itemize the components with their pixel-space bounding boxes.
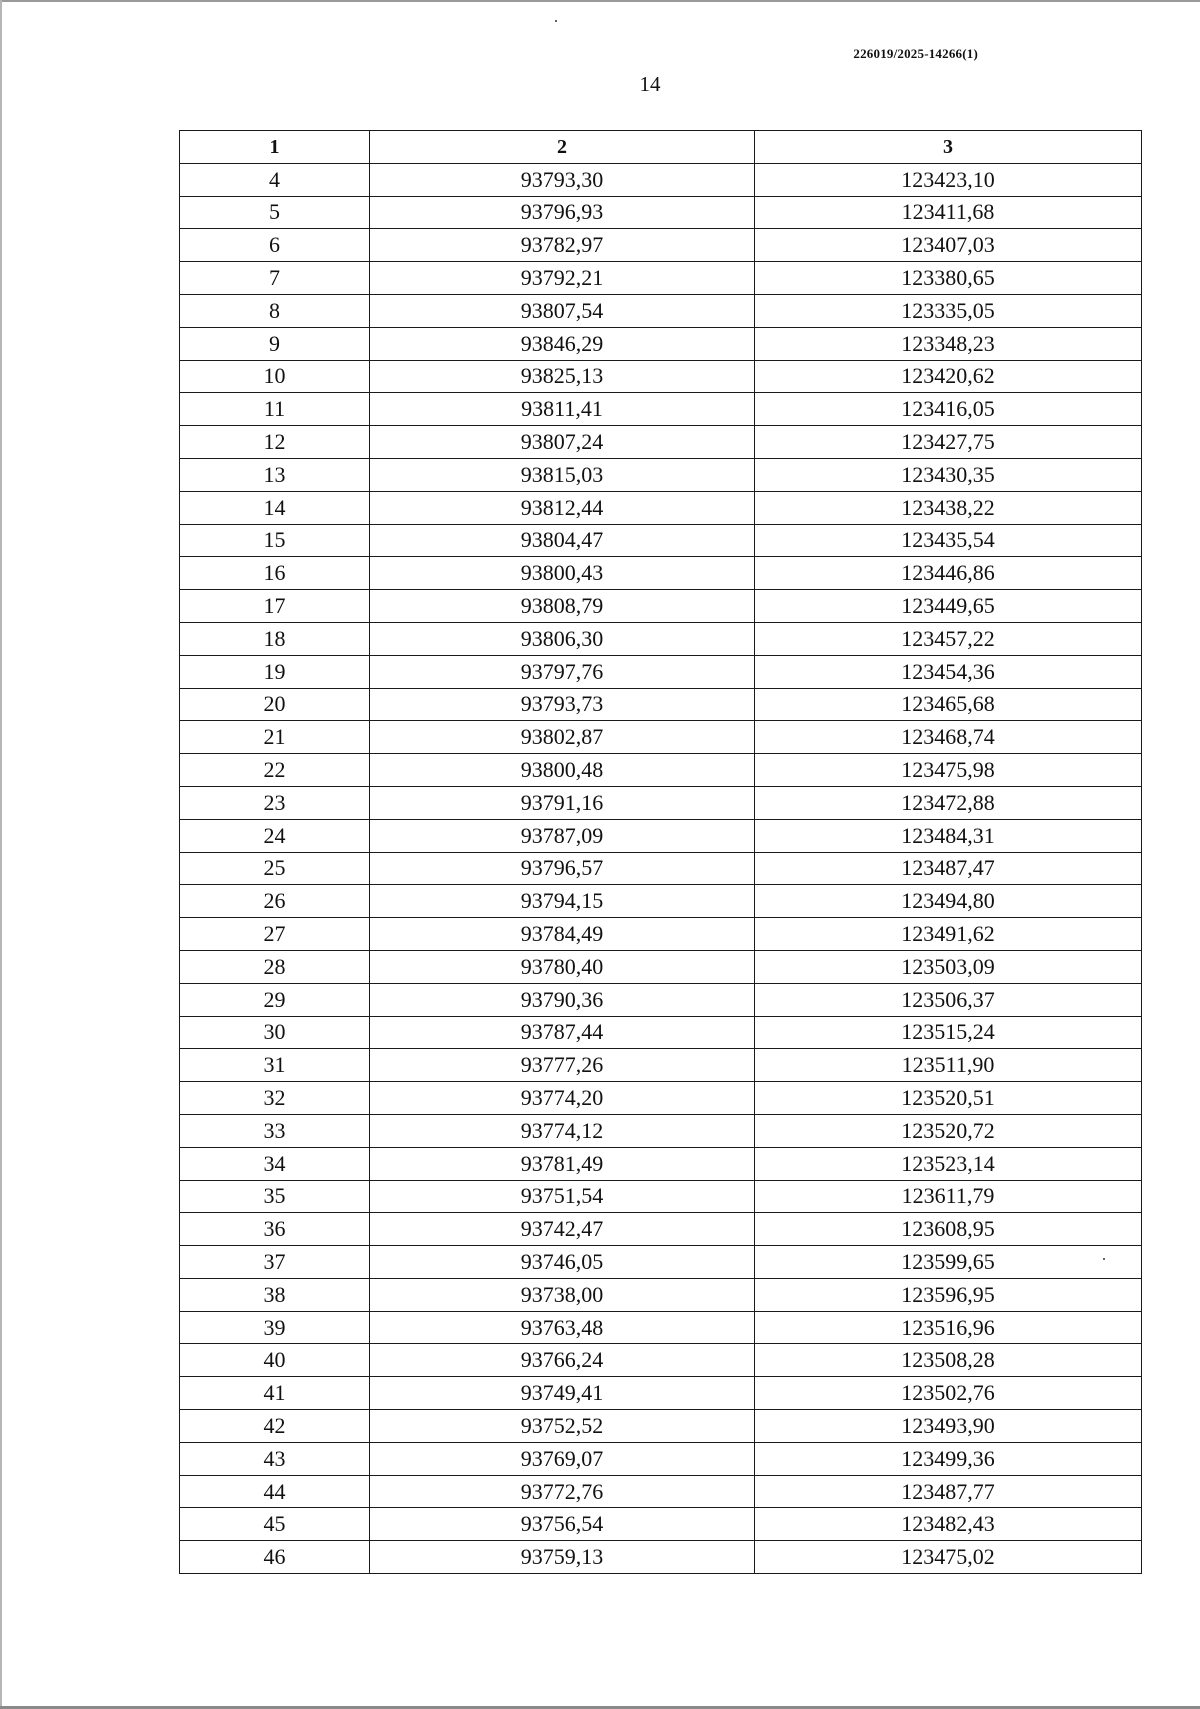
column-header: 3 bbox=[755, 131, 1142, 164]
y-coordinate-cell: 123475,02 bbox=[755, 1541, 1142, 1574]
y-coordinate-cell: 123465,68 bbox=[755, 688, 1142, 721]
x-coordinate-cell: 93811,41 bbox=[370, 393, 755, 426]
table-row bbox=[180, 557, 1142, 590]
point-number-cell: 25 bbox=[180, 852, 370, 885]
y-coordinate-cell: 123596,95 bbox=[755, 1278, 1142, 1311]
table-row bbox=[180, 524, 1142, 557]
x-coordinate-cell: 93793,30 bbox=[370, 163, 755, 196]
x-coordinate-cell: 93797,76 bbox=[370, 655, 755, 688]
y-coordinate-cell: 123608,95 bbox=[755, 1213, 1142, 1246]
point-number-cell: 41 bbox=[180, 1377, 370, 1410]
table-row bbox=[180, 655, 1142, 688]
y-coordinate-cell: 123487,47 bbox=[755, 852, 1142, 885]
y-coordinate-cell: 123430,35 bbox=[755, 458, 1142, 491]
point-number-cell: 26 bbox=[180, 885, 370, 918]
table-row bbox=[180, 819, 1142, 852]
x-coordinate-cell: 93769,07 bbox=[370, 1442, 755, 1475]
y-coordinate-cell: 123523,14 bbox=[755, 1147, 1142, 1180]
y-coordinate-cell: 123484,31 bbox=[755, 819, 1142, 852]
point-number-cell: 42 bbox=[180, 1410, 370, 1443]
point-number-cell: 9 bbox=[180, 327, 370, 360]
y-coordinate-cell: 123516,96 bbox=[755, 1311, 1142, 1344]
point-number-cell: 20 bbox=[180, 688, 370, 721]
x-coordinate-cell: 93794,15 bbox=[370, 885, 755, 918]
point-number-cell: 40 bbox=[180, 1344, 370, 1377]
x-coordinate-cell: 93742,47 bbox=[370, 1213, 755, 1246]
table-row bbox=[180, 393, 1142, 426]
point-number-cell: 11 bbox=[180, 393, 370, 426]
y-coordinate-cell: 123446,86 bbox=[755, 557, 1142, 590]
table-row bbox=[180, 1213, 1142, 1246]
x-coordinate-cell: 93806,30 bbox=[370, 622, 755, 655]
point-number-cell: 14 bbox=[180, 491, 370, 524]
table-row bbox=[180, 491, 1142, 524]
table-row bbox=[180, 1180, 1142, 1213]
table-row bbox=[180, 1475, 1142, 1508]
document-number: 226019/2025-14266(1) bbox=[853, 46, 978, 61]
x-coordinate-cell: 93772,76 bbox=[370, 1475, 755, 1508]
y-coordinate-cell: 123611,79 bbox=[755, 1180, 1142, 1213]
table-row bbox=[180, 1278, 1142, 1311]
x-coordinate-cell: 93787,44 bbox=[370, 1016, 755, 1049]
table-row bbox=[180, 327, 1142, 360]
y-coordinate-cell: 123407,03 bbox=[755, 229, 1142, 262]
table-row bbox=[180, 786, 1142, 819]
table-row bbox=[180, 196, 1142, 229]
table-row bbox=[180, 1114, 1142, 1147]
scan-speck bbox=[555, 20, 557, 22]
x-coordinate-cell: 93793,73 bbox=[370, 688, 755, 721]
point-number-cell: 30 bbox=[180, 1016, 370, 1049]
point-number-cell: 37 bbox=[180, 1246, 370, 1279]
y-coordinate-cell: 123380,65 bbox=[755, 262, 1142, 295]
table-row bbox=[180, 622, 1142, 655]
y-coordinate-cell: 123416,05 bbox=[755, 393, 1142, 426]
table-row bbox=[180, 688, 1142, 721]
y-coordinate-cell: 123482,43 bbox=[755, 1508, 1142, 1541]
table-row bbox=[180, 918, 1142, 951]
point-number-cell: 12 bbox=[180, 426, 370, 459]
point-number-cell: 29 bbox=[180, 983, 370, 1016]
table-row bbox=[180, 458, 1142, 491]
point-number-cell: 23 bbox=[180, 786, 370, 819]
y-coordinate-cell: 123503,09 bbox=[755, 950, 1142, 983]
y-coordinate-cell: 123411,68 bbox=[755, 196, 1142, 229]
point-number-cell: 16 bbox=[180, 557, 370, 590]
point-number-cell: 31 bbox=[180, 1049, 370, 1082]
table-row bbox=[180, 1377, 1142, 1410]
table-row bbox=[180, 1344, 1142, 1377]
y-coordinate-cell: 123348,23 bbox=[755, 327, 1142, 360]
point-number-cell: 43 bbox=[180, 1442, 370, 1475]
table-row bbox=[180, 1082, 1142, 1115]
x-coordinate-cell: 93766,24 bbox=[370, 1344, 755, 1377]
table-body bbox=[180, 163, 1142, 1573]
y-coordinate-cell: 123435,54 bbox=[755, 524, 1142, 557]
point-number-cell: 46 bbox=[180, 1541, 370, 1574]
table-row bbox=[180, 1049, 1142, 1082]
point-number-cell: 5 bbox=[180, 196, 370, 229]
x-coordinate-cell: 93784,49 bbox=[370, 918, 755, 951]
x-coordinate-cell: 93800,48 bbox=[370, 754, 755, 787]
y-coordinate-cell: 123502,76 bbox=[755, 1377, 1142, 1410]
point-number-cell: 8 bbox=[180, 294, 370, 327]
x-coordinate-cell: 93787,09 bbox=[370, 819, 755, 852]
x-coordinate-cell: 93738,00 bbox=[370, 1278, 755, 1311]
point-number-cell: 21 bbox=[180, 721, 370, 754]
y-coordinate-cell: 123494,80 bbox=[755, 885, 1142, 918]
y-coordinate-cell: 123475,98 bbox=[755, 754, 1142, 787]
table-row bbox=[180, 1246, 1142, 1279]
table-header-row bbox=[180, 131, 1142, 164]
y-coordinate-cell: 123487,77 bbox=[755, 1475, 1142, 1508]
y-coordinate-cell: 123508,28 bbox=[755, 1344, 1142, 1377]
y-coordinate-cell: 123438,22 bbox=[755, 491, 1142, 524]
x-coordinate-cell: 93792,21 bbox=[370, 262, 755, 295]
point-number-cell: 39 bbox=[180, 1311, 370, 1344]
x-coordinate-cell: 93802,87 bbox=[370, 721, 755, 754]
coordinates-table bbox=[179, 130, 1142, 1574]
point-number-cell: 17 bbox=[180, 590, 370, 623]
x-coordinate-cell: 93749,41 bbox=[370, 1377, 755, 1410]
x-coordinate-cell: 93791,16 bbox=[370, 786, 755, 819]
table-row bbox=[180, 721, 1142, 754]
point-number-cell: 10 bbox=[180, 360, 370, 393]
page-number: 14 bbox=[639, 72, 661, 96]
x-coordinate-cell: 93796,93 bbox=[370, 196, 755, 229]
x-coordinate-cell: 93807,24 bbox=[370, 426, 755, 459]
point-number-cell: 19 bbox=[180, 655, 370, 688]
table-row bbox=[180, 229, 1142, 262]
y-coordinate-cell: 123468,74 bbox=[755, 721, 1142, 754]
x-coordinate-cell: 93846,29 bbox=[370, 327, 755, 360]
y-coordinate-cell: 123335,05 bbox=[755, 294, 1142, 327]
point-number-cell: 38 bbox=[180, 1278, 370, 1311]
column-header: 1 bbox=[180, 131, 370, 164]
point-number-cell: 7 bbox=[180, 262, 370, 295]
scan-edge-left bbox=[0, 0, 2, 1709]
x-coordinate-cell: 93782,97 bbox=[370, 229, 755, 262]
point-number-cell: 35 bbox=[180, 1180, 370, 1213]
point-number-cell: 44 bbox=[180, 1475, 370, 1508]
table-row bbox=[180, 983, 1142, 1016]
point-number-cell: 13 bbox=[180, 458, 370, 491]
point-number-cell: 15 bbox=[180, 524, 370, 557]
x-coordinate-cell: 93807,54 bbox=[370, 294, 755, 327]
y-coordinate-cell: 123472,88 bbox=[755, 786, 1142, 819]
table-row bbox=[180, 1147, 1142, 1180]
y-coordinate-cell: 123423,10 bbox=[755, 163, 1142, 196]
table-row bbox=[180, 1016, 1142, 1049]
table-row bbox=[180, 1508, 1142, 1541]
table-row bbox=[180, 852, 1142, 885]
x-coordinate-cell: 93774,12 bbox=[370, 1114, 755, 1147]
table-row bbox=[180, 950, 1142, 983]
table-row bbox=[180, 163, 1142, 196]
y-coordinate-cell: 123506,37 bbox=[755, 983, 1142, 1016]
point-number-cell: 18 bbox=[180, 622, 370, 655]
y-coordinate-cell: 123515,24 bbox=[755, 1016, 1142, 1049]
x-coordinate-cell: 93812,44 bbox=[370, 491, 755, 524]
x-coordinate-cell: 93759,13 bbox=[370, 1541, 755, 1574]
point-number-cell: 33 bbox=[180, 1114, 370, 1147]
x-coordinate-cell: 93751,54 bbox=[370, 1180, 755, 1213]
table-row bbox=[180, 294, 1142, 327]
x-coordinate-cell: 93800,43 bbox=[370, 557, 755, 590]
x-coordinate-cell: 93796,57 bbox=[370, 852, 755, 885]
x-coordinate-cell: 93825,13 bbox=[370, 360, 755, 393]
x-coordinate-cell: 93756,54 bbox=[370, 1508, 755, 1541]
table-row bbox=[180, 262, 1142, 295]
table-row bbox=[180, 590, 1142, 623]
x-coordinate-cell: 93815,03 bbox=[370, 458, 755, 491]
y-coordinate-cell: 123427,75 bbox=[755, 426, 1142, 459]
table-row bbox=[180, 426, 1142, 459]
table-row bbox=[180, 1410, 1142, 1443]
point-number-cell: 27 bbox=[180, 918, 370, 951]
table-row bbox=[180, 1442, 1142, 1475]
column-header: 2 bbox=[370, 131, 755, 164]
table-row bbox=[180, 360, 1142, 393]
point-number-cell: 6 bbox=[180, 229, 370, 262]
x-coordinate-cell: 93752,52 bbox=[370, 1410, 755, 1443]
x-coordinate-cell: 93746,05 bbox=[370, 1246, 755, 1279]
y-coordinate-cell: 123449,65 bbox=[755, 590, 1142, 623]
y-coordinate-cell: 123420,62 bbox=[755, 360, 1142, 393]
x-coordinate-cell: 93777,26 bbox=[370, 1049, 755, 1082]
x-coordinate-cell: 93763,48 bbox=[370, 1311, 755, 1344]
table-row bbox=[180, 1541, 1142, 1574]
y-coordinate-cell: 123520,72 bbox=[755, 1114, 1142, 1147]
y-coordinate-cell: 123520,51 bbox=[755, 1082, 1142, 1115]
point-number-cell: 28 bbox=[180, 950, 370, 983]
x-coordinate-cell: 93781,49 bbox=[370, 1147, 755, 1180]
point-number-cell: 32 bbox=[180, 1082, 370, 1115]
y-coordinate-cell: 123511,90 bbox=[755, 1049, 1142, 1082]
scan-edge-top bbox=[0, 0, 1200, 2]
x-coordinate-cell: 93804,47 bbox=[370, 524, 755, 557]
y-coordinate-cell: 123457,22 bbox=[755, 622, 1142, 655]
y-coordinate-cell: 123454,36 bbox=[755, 655, 1142, 688]
point-number-cell: 34 bbox=[180, 1147, 370, 1180]
y-coordinate-cell: 123599,65 bbox=[755, 1246, 1142, 1279]
x-coordinate-cell: 93774,20 bbox=[370, 1082, 755, 1115]
y-coordinate-cell: 123493,90 bbox=[755, 1410, 1142, 1443]
table-row bbox=[180, 754, 1142, 787]
x-coordinate-cell: 93790,36 bbox=[370, 983, 755, 1016]
y-coordinate-cell: 123491,62 bbox=[755, 918, 1142, 951]
y-coordinate-cell: 123499,36 bbox=[755, 1442, 1142, 1475]
table-row bbox=[180, 885, 1142, 918]
point-number-cell: 24 bbox=[180, 819, 370, 852]
point-number-cell: 45 bbox=[180, 1508, 370, 1541]
x-coordinate-cell: 93808,79 bbox=[370, 590, 755, 623]
point-number-cell: 4 bbox=[180, 163, 370, 196]
point-number-cell: 22 bbox=[180, 754, 370, 787]
x-coordinate-cell: 93780,40 bbox=[370, 950, 755, 983]
table-row bbox=[180, 1311, 1142, 1344]
point-number-cell: 36 bbox=[180, 1213, 370, 1246]
